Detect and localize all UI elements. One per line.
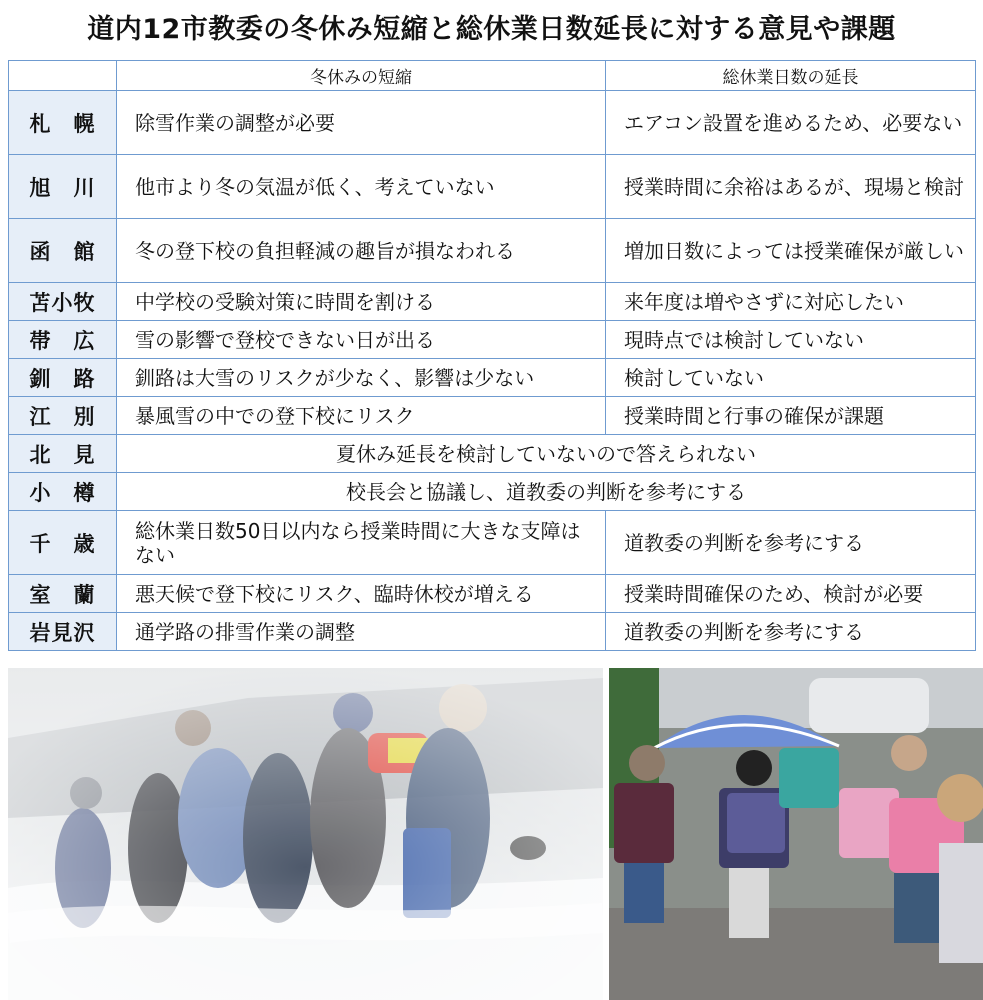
total-cell: 現時点では検討していない [606,321,976,359]
city-cell: 千 歳 [9,511,117,575]
header-total-holiday-extension: 総休業日数の延長 [606,61,976,91]
summer-school-photo [609,668,983,1000]
winter-cell: 中学校の受験対策に時間を割ける [117,283,606,321]
total-cell: 授業時間に余裕はあるが、現場と検討 [606,155,976,219]
table-header-row [9,61,976,91]
table-row [9,91,976,155]
table-row [9,613,976,651]
winter-cell: 他市より冬の気温が低く、考えていない [117,155,606,219]
opinions-table [8,60,976,651]
table-row [9,219,976,283]
total-cell: 来年度は増やさずに対応したい [606,283,976,321]
winter-cell: 冬の登下校の負担軽減の趣旨が損なわれる [117,219,606,283]
city-cell: 札 幌 [9,91,117,155]
table-row [9,511,976,575]
winter-cell: 釧路は大雪のリスクが少なく、影響は少ない [117,359,606,397]
winter-cell: 悪天候で登下校にリスク、臨時休校が増える [117,575,606,613]
total-cell: 道教委の判断を参考にする [606,613,976,651]
total-cell: 検討していない [606,359,976,397]
city-cell: 旭 川 [9,155,117,219]
city-cell: 江 別 [9,397,117,435]
total-cell: 道教委の判断を参考にする [606,511,976,575]
city-cell: 帯 広 [9,321,117,359]
header-winter-shortening: 冬休みの短縮 [117,61,606,91]
city-cell: 岩見沢 [9,613,117,651]
city-cell: 苫小牧 [9,283,117,321]
header-corner [9,61,117,91]
total-cell: エアコン設置を進めるため、必要ない [606,91,976,155]
table-row [9,473,976,511]
winter-cell: 暴風雪の中での登下校にリスク [117,397,606,435]
total-cell: 増加日数によっては授業確保が厳しい [606,219,976,283]
merged-cell: 夏休み延長を検討していないので答えられない [117,435,976,473]
table-row [9,321,976,359]
table-row [9,155,976,219]
merged-cell: 校長会と協議し、道教委の判断を参考にする [117,473,976,511]
winter-cell: 除雪作業の調整が必要 [117,91,606,155]
table-row [9,359,976,397]
table-row [9,575,976,613]
city-cell: 釧 路 [9,359,117,397]
total-cell: 授業時間確保のため、検討が必要 [606,575,976,613]
table-row [9,283,976,321]
city-cell: 北 見 [9,435,117,473]
page-title: 道内12市教委の冬休み短縮と総休業日数延長に対する意見や課題 [87,14,896,45]
winter-cell: 総休業日数50日以内なら授業時間に大きな支障はない [117,511,606,575]
blizzard-photo [8,668,603,1000]
city-cell: 室 蘭 [9,575,117,613]
winter-cell: 通学路の排雪作業の調整 [117,613,606,651]
city-cell: 小 樽 [9,473,117,511]
winter-cell: 雪の影響で登校できない日が出る [117,321,606,359]
table-row [9,435,976,473]
city-cell: 函 館 [9,219,117,283]
table-row [9,397,976,435]
total-cell: 授業時間と行事の確保が課題 [606,397,976,435]
